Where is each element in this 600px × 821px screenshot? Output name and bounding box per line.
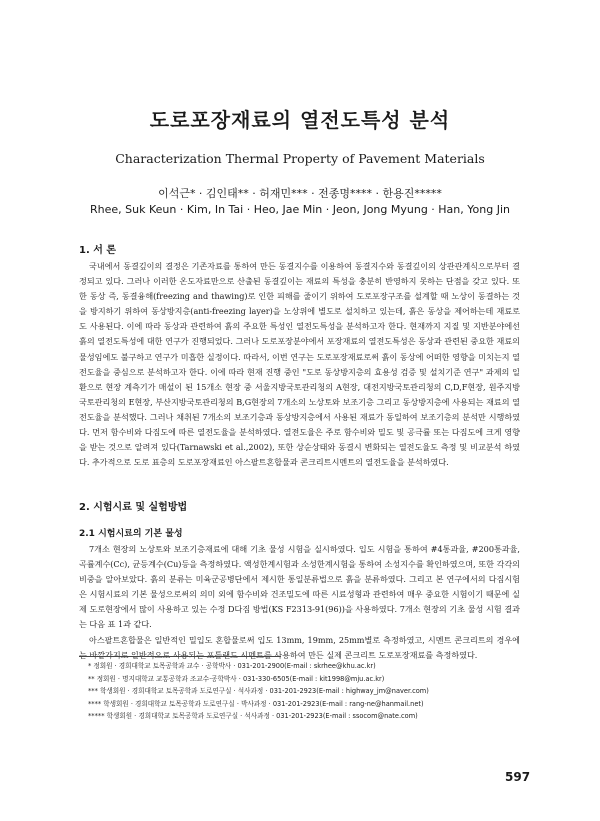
section-1-paragraph: 국내에서 동결깊이의 결정은 기존자료를 통하여 만든 동결지수를 이용하여 동결지수와 동결깊이의 상관관계식으로부터 결정되고 있다. 그러나 이러한 온도자료만으로 산출된 동결깊이는 재료의 특성을 충분히 반영하지 못하는 단점을 갖고 있다. 또한 동상 즉, 동결융해(freezing and thawing)로 인한 피해를 줄이기 위하여 도로포장구조를 설계할 때 노상이 동결하는 것을 방지하기 위하여 동상방지층(anti-freezing layer)을 노상위에 별도로 설치하고 있는데, 흙은 동상을 제어하는데 재료로도 사용된다. 이에 따라 동상과 관련하여 흙의 주요한 특성인 열전도특성을 분석하고자 한다. 현재까지 지질 및 지반분야에선 흙의 열전도특성에 대한 연구가 진행되었다. 그러나 도로포장분야에서 포장재료의 열전도특성은 동상과 관련된 중요한 재료의 물성임에도 불구하고 연구가 미흡한 실정이다. 따라서, 이번 연구는 도로포장재료로써 흙이 동상에 어떠한 영향을 미치는지 열전도율을 중심으로 분석하고자 한다. 이에 따라 현재 진행 중인 "도로 동상방지층의 효용성 검증 및 설치기준 연구" 과제의 일환으로 현장 계측기가 매설이 된 15개소 현장 중 서울지방국토관리청의 A현장, 대전지방국토관리청의 C,D,F현장, 원주지방국토관리청의 E현장, 부산지방국토관리청의 B,G현장의 7개소의 노상토와 보조기층 그리고 동상방지층에 사용되는 재료의 열전도율을 분석했다. 그러나 채취된 7개소의 보조기층과 동상방지층에서 사용된 재료가 동일하여 보조기층의 분석만 시행하였다. 먼저 함수비와 다짐도에 따른 열전도율을 분석하였다. 열전도율은 주로 함수비와 밀도 및 공극률 또는 다짐도에 크게 영향을 받는 것으로 알려져 있다(Tarnawski et al.,2002), 또한 상순상태와 동결시 변화되는 열전도율도 측정 및 비교분석 하였다. 추가적으로 도로 표층의 도로포장재료인 아스팔트혼합물과 콘크리트시멘트의 열전도율을 분석하였다.: [79, 261, 520, 468]
authors-korean: 이석근* · 김인태** · 허재민*** · 전종명**** · 한용진*****: [158, 187, 442, 200]
section-2-1-heading: 2.1 시험시료의 기본 물성: [79, 529, 183, 539]
section-2-heading: 2. 시험시료 및 실험방법: [79, 502, 188, 513]
footnote-item: ** 정회원 · 명지대학교 교통공학과 조교수·공학박사 · 031-330-6505(E-mail : kit1998@mju.ac.kr): [88, 674, 385, 683]
section-2-1-body: [79, 542, 520, 663]
page-number: 597: [505, 770, 531, 784]
paper-title-english: Characterization Thermal Property of Pavement Materials: [115, 151, 485, 166]
authors-english: Rhee, Suk Keun · Kim, In Tai · Heo, Jae Min · Jeon, Jong Myung · Han, Yong Jin: [90, 203, 510, 216]
footnote-item: **** 학생회원 · 경희대학교 토목공학과 도로연구실 · 박사과정 · 031-201-2923(E-mail : rang-ne@hanmail.net): [88, 699, 424, 708]
author-footnotes: [88, 660, 528, 723]
section-2-1-paragraph: 아스팔트혼합물은 일반적인 밀입도 혼합물로써 입도 13mm, 19mm, 25mm별로 측정하였고, 시멘트 콘크리트의 경우에는 바깥가지로 일반적으로 사용되는 포틀랜드 시멘트를 사용하여 만든 실제 콘크리트 도로포장재료를 측정하였다.: [79, 634, 520, 660]
section-1-heading: 1. 서 론: [79, 245, 117, 256]
footnote-item: ***** 학생회원 · 경희대학교 토목공학과 도로연구실 · 석사과정 · 031-201-2923(E-mail : ssocom@nate.com): [88, 712, 418, 721]
paper-title-korean: 도로포장재료의 열전도특성 분석: [149, 108, 451, 132]
footnote-item: *** 학생회원 · 경희대학교 토목공학과 도로연구실 · 석사과정 · 031-201-2923(E-mail : highway_jm@naver.com): [88, 687, 429, 696]
section-2-1-paragraph: 7개소 현장의 노상토와 보조기층재료에 대해 기초 물성 시험을 실시하였다. 입도 시험을 통하여 #4통과율, #200통과율, 곡률계수(Cc), 균등계수(Cu)등을 측정하였다. 액성한계시험과 소성한계시험을 통하여 소성지수를 확인하였으며, 또한 각각의 비중을 알아보았다. 흙의 분류는 미육군공병단에서 제시한 통일분류법으로 흙을 분류하였다. 그리고 본 연구에서의 다짐시험은 시험시료의 기본 물성으로써의 의미 외에 함수비와 건조밀도에 따른 시료성형과 관련하여 매우 중요한 시험이기 때문에 실제 도로현장에서 많이 사용하고 있는 수정 D다짐 방법(KS F2313-91(96))을 사용하였다. 7개소 현장의 기초 물성 시험 결과는 다음 표 1과 같다.: [79, 544, 520, 630]
section-1-body: [79, 259, 520, 470]
footnote-item: * 정회원 · 경희대학교 토목공학과 교수 · 공학박사 · 031-201-2900(E-mail : skrhee@khu.ac.kr): [88, 662, 376, 670]
footnote-divider: [79, 656, 281, 657]
